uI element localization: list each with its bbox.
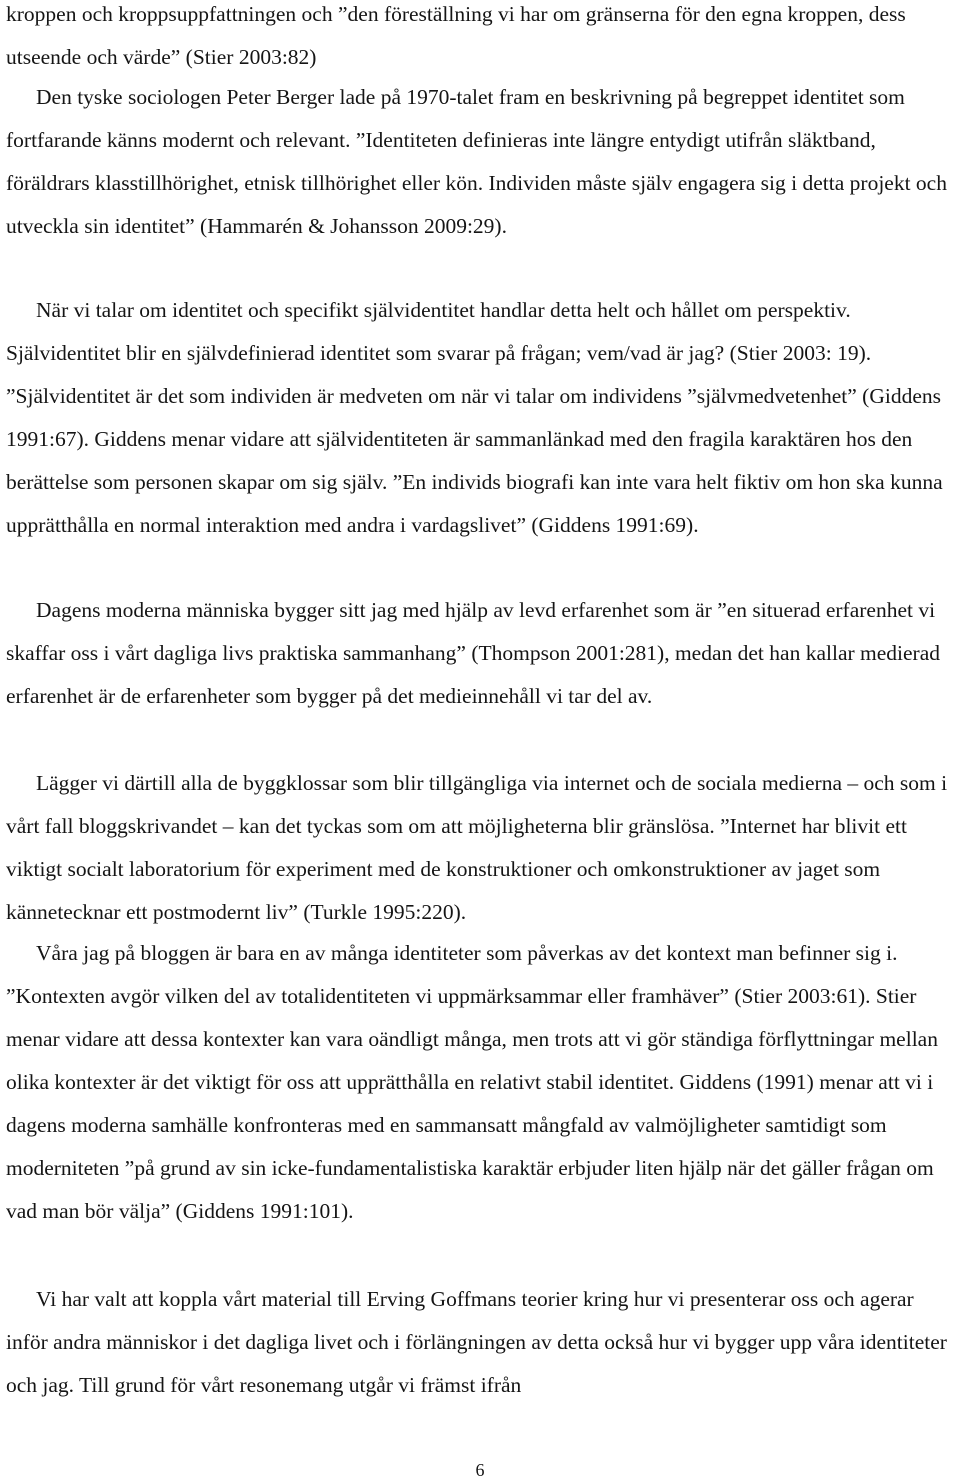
paragraph-3: När vi talar om identitet och specifikt självidentitet handlar detta helt och hållet om perspektiv. Självidentitet blir en självdefinierad identitet som svarar på frågan; vem/vad är jag? (Stier 2003: 19). ”Självidentitet är det som individen är medveten om när vi talar om individens ”självmedvetenhet” (Giddens 1991:67). Giddens menar vidare att självidentiteten är sammanlänkad med den fragila karaktären hos den berättelse som personen skapar om sig själv. ”En individs biografi kan inte vara helt fiktiv om hon ska kunna upprätthålla en normal interaktion med andra i vardagslivet” (Giddens 1991:69). xyxy=(6,298,943,537)
page-number: 6 xyxy=(475,1460,485,1480)
paragraph-2: Den tyske sociologen Peter Berger lade på 1970-talet fram en beskrivning på begreppet identitet som fortfarande känns modernt och relevant. ”Identiteten definieras inte längre entydigt utifrån släktband, föräldrars klasstillhörighet, etnisk tillhörighet eller kön. Individen måste själv engagera sig i detta projekt och utveckla sin identitet” (Hammarén & Johansson 2009:29). xyxy=(6,85,947,238)
paragraph-4: Dagens moderna människa bygger sitt jag med hjälp av levd erfarenhet som är ”en situerad erfarenhet vi skaffar oss i vårt dagliga livs praktiska sammanhang” (Thompson 2001:281), medan det han kallar medierad erfarenhet är de erfarenheter som bygger på det medieinnehåll vi tar del av. xyxy=(6,598,941,708)
paragraph-6: Våra jag på bloggen är bara en av många identiteter som påverkas av det kontext man befinner sig i. ”Kontexten avgör vilken del av totalidentiteten vi uppmärksammar eller framhäver” (Stier 2003:61). Stier menar vidare att dessa kontexter kan vara oändligt många, men trots att vi gör ständiga förflyttningar mellan olika kontexter är det viktigt för oss att upprätthålla en relativt stabil identitet. Giddens (1991) menar att vi i dagens moderna samhälle konfronteras med en sammansatt mångfald av valmöjligheter samtidigt som moderniteten ”på grund av sin icke-fundamentalistiska karaktär erbjuder liten hjälp när det gäller frågan om vad man bör välja” (Giddens 1991:101). xyxy=(6,941,938,1223)
paragraph-5: Lägger vi därtill alla de byggklossar som blir tillgängliga via internet och de sociala medierna – och som i vårt fall bloggskrivandet – kan det tyckas som om att möjligheterna blir gränslösa. ”Internet har blivit ett viktigt socialt laboratorium för experiment med de konstruktioner och omkonstruktioner av jaget som kännetecknar ett postmodernt liv” (Turkle 1995:220). xyxy=(6,771,948,924)
paragraph-1: kroppen och kroppsuppfattningen och ”den föreställning vi har om gränserna för den egna kroppen, dess utseende och värde” (Stier 2003:82) xyxy=(6,2,906,69)
paragraph-7: Vi har valt att koppla vårt material till Erving Goffmans teorier kring hur vi presenterar oss och agerar inför andra människor i det dagliga livet och i förlängningen av detta också hur vi bygger upp våra identiteter och jag. Till grund för vårt resonemang utgår vi främst ifrån xyxy=(6,1287,947,1397)
